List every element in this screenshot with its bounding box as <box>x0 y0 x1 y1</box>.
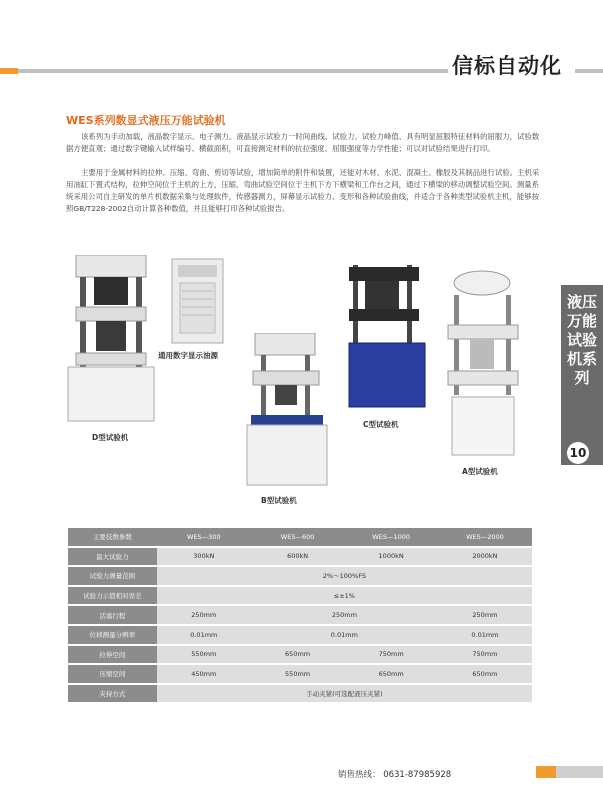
row-label: 最大试验力 <box>68 547 157 567</box>
model-wes-600: WES—600 <box>251 528 345 547</box>
table-row <box>68 547 532 567</box>
row-label: 拉伸空间 <box>68 645 157 665</box>
row-label: 活塞行程 <box>68 605 157 625</box>
table-cell: 250mm <box>438 605 532 625</box>
c-type-caption: C型试验机 <box>363 420 399 429</box>
header-rule <box>18 69 448 73</box>
table-row <box>68 664 532 684</box>
row-label: 夹持方式 <box>68 684 157 704</box>
table-cell: 250mm <box>157 605 251 625</box>
table-row <box>68 528 532 547</box>
table-row <box>68 684 532 704</box>
table-cell: 750mm <box>344 645 438 665</box>
footer-accent-bar <box>536 766 556 778</box>
product-title: WES系列数显式液压万能试验机 <box>66 114 226 127</box>
table-cell: 550mm <box>157 645 251 665</box>
row-label: 试验力示值相对误差 <box>68 586 157 606</box>
b-type-caption: B型试验机 <box>261 496 297 505</box>
side-tab-number: 10 <box>567 442 589 464</box>
table-cell: 450mm <box>157 664 251 684</box>
a-type-caption: A型试验机 <box>462 467 498 476</box>
table-row <box>68 566 532 586</box>
side-tab-label: 液压万能试验机系列 <box>566 293 597 387</box>
description-paragraph-1: 该系列为手动加载，液晶数字显示、电子测力。液晶显示试验力一时间曲线、试验力、试验力峰值、具有明显屈服特征材料的屈服力，试验数据方便直观；通过数字键输入试样编号、横截面积，可直接测定材料的抗拉强度、屈服强度等力学性能；可以对试验结果进行打印。 <box>66 132 540 153</box>
table-cell: 0.01mm <box>251 625 438 645</box>
table-row <box>68 625 532 645</box>
sales-hotline: 销售热线： 0631-87985928 <box>338 770 452 780</box>
table-cell: 0.01mm <box>438 625 532 645</box>
header-rule-right <box>575 69 603 73</box>
model-wes-300: WES—300 <box>157 528 251 547</box>
table-cell: ≤±1% <box>157 586 532 606</box>
table-cell: 0.01mm <box>157 625 251 645</box>
row-label: 位移测量分辨率 <box>68 625 157 645</box>
table-cell: 750mm <box>438 645 532 665</box>
brand-name: 信标自动化 <box>452 54 562 78</box>
table-cell: 1000kN <box>344 547 438 567</box>
table-cell: 2%～100%FS <box>157 566 532 586</box>
model-wes-2000: WES—2000 <box>438 528 532 547</box>
table-cell: 2000kN <box>438 547 532 567</box>
hydraulic-source-image <box>170 257 225 345</box>
row-label: 试验力测量范围 <box>68 566 157 586</box>
table-cell: 650mm <box>344 664 438 684</box>
row-label: 压缩空间 <box>68 664 157 684</box>
table-cell: 650mm <box>251 645 345 665</box>
table-cell: 600kN <box>251 547 345 567</box>
hydraulic-source-caption: 通用数字显示油源 <box>158 351 218 360</box>
table-header-cell: 主要技数参数 <box>68 528 157 547</box>
specification-table <box>68 528 532 704</box>
table-cell: 250mm <box>251 605 438 625</box>
table-row <box>68 645 532 665</box>
description-paragraph-2: 主要用于金属材料的拉伸、压缩、弯曲、剪切等试验，增加简单的附件和装置，还能对木材、水泥、混凝土、橡胶及其制品进行试验。主机采用油缸下置式结构，拉伸空间位于主机的上方，压缩、弯曲试验空间位于主机下方下横梁和工作台之间，通过下横梁的移动调整试验空间。测量系统采用公司自主研发的单片机数据采集与处理软件，传感器测力，屏幕显示试验力、变形和各种试验曲线，并适合于各种类型试验机主机，能够按照GB/T228-2002自动计算各种数值，并且能够打印各种试验报告。 <box>66 168 540 213</box>
footer-bar <box>556 766 603 778</box>
table-row <box>68 605 532 625</box>
c-type-machine-image <box>345 245 430 410</box>
b-type-machine-image <box>245 333 330 488</box>
a-type-machine-image <box>440 265 525 460</box>
table-cell: 650mm <box>438 664 532 684</box>
table-cell: 手动夹紧(可选配液压夹紧) <box>157 684 532 704</box>
table-row <box>68 586 532 606</box>
model-wes-1000: WES—1000 <box>344 528 438 547</box>
table-cell: 550mm <box>251 664 345 684</box>
header-accent-bar <box>0 68 18 74</box>
d-type-machine-image <box>66 255 156 425</box>
table-cell: 300kN <box>157 547 251 567</box>
d-type-caption: D型试验机 <box>92 433 129 442</box>
